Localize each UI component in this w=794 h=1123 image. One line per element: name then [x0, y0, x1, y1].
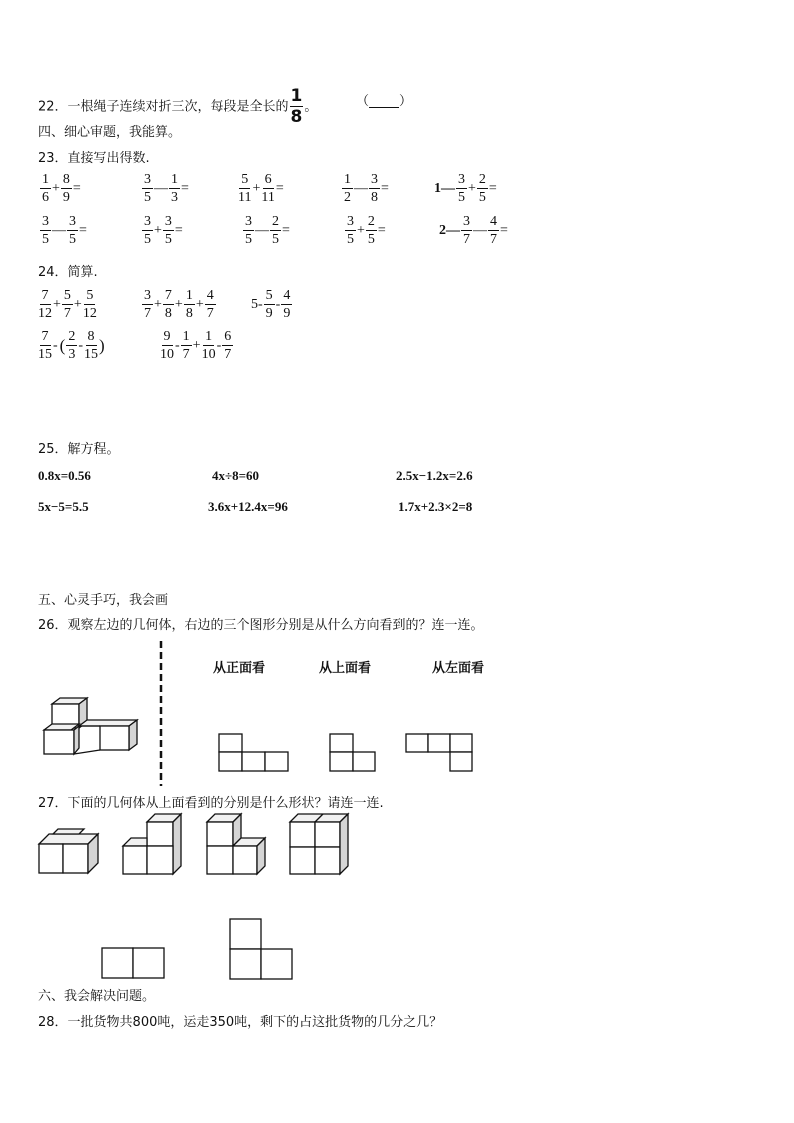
section-5-heading: 五、心灵手巧，我会画	[38, 593, 169, 608]
q27-top-view-2[interactable]	[228, 917, 294, 981]
fraction: $\frac{4}{7}$	[490, 214, 497, 247]
fraction: $\frac{1}{10}$	[201, 329, 216, 362]
fraction: $\frac{5}{12}$	[82, 288, 97, 321]
fraction: $\frac{3}{5}$	[245, 214, 252, 247]
q27-solid-1[interactable]	[36, 828, 102, 876]
q23-r2-e3: $\frac{3}{5}$ — $\frac{2}{5}$ =	[245, 214, 290, 247]
q26-label-left: 从左面看	[432, 661, 485, 676]
fraction: $\frac{2}{5}$	[272, 214, 279, 247]
q26-view-shape-1[interactable]	[218, 733, 290, 773]
q25-title: 25．解方程。	[38, 442, 120, 457]
fraction: $\frac{6}{7}$	[224, 329, 232, 362]
fraction: $\frac{3}{5}$	[144, 214, 151, 247]
q27-top-view-1[interactable]	[100, 946, 166, 980]
fraction: $\frac{3}{5}$	[42, 214, 49, 247]
fraction: $\frac{1}{8}$	[185, 288, 193, 321]
q25-eq-6: 1.7x+2.3×2=8	[398, 499, 473, 514]
fraction: $\frac{2}{5}$	[367, 214, 375, 247]
fraction: $\frac{3}{5}$	[69, 214, 76, 247]
q23-r1-e4: $\frac{1}{2}$ — $\frac{3}{8}$ =	[344, 172, 389, 205]
fraction: $\frac{5}{7}$	[63, 288, 71, 321]
q25-eq-5: 3.6x+12.4x=96	[208, 499, 288, 514]
section-6-heading: 六、我会解决问题。	[38, 989, 156, 1004]
fraction: $\frac{5}{11}$	[238, 172, 252, 205]
q26-view-shape-2[interactable]	[329, 733, 377, 773]
q27-solid-2[interactable]	[121, 812, 185, 876]
q26-view-shape-3[interactable]	[405, 733, 475, 773]
section-4-heading: 四、细心审题，我能算。	[38, 125, 182, 140]
fraction: $\frac{3}{5}$	[458, 172, 465, 205]
q25-eq-4: 5x−5=5.5	[38, 499, 89, 514]
fraction: $\frac{3}{5}$	[347, 214, 354, 247]
fraction: $\frac{2}{5}$	[478, 172, 486, 205]
fraction: $\frac{3}{8}$	[371, 172, 378, 205]
q24-e4: $\frac{7}{15}$ - ( $\frac{2}{3}$ - $\frac{8}{15}$ )	[38, 329, 105, 362]
q27-solid-3[interactable]	[205, 812, 269, 876]
fraction: $\frac{3}{7}$	[144, 288, 151, 321]
q27-title: 27．下面的几何体从上面看到的分别是什么形状？请连一连.	[38, 796, 384, 811]
fraction: $\frac{5}{9}$	[265, 288, 273, 321]
fraction: $\frac{8}{9}$	[62, 172, 70, 205]
fraction: $\frac{7}{15}$	[38, 329, 52, 362]
q25-eq-2: 4x÷8=60	[212, 468, 260, 483]
q25-eq-3: 2.5x−1.2x=2.6	[396, 468, 473, 483]
fraction: $\frac{9}{10}$	[160, 329, 174, 362]
q23-r1-e2: $\frac{3}{5}$ — $\frac{1}{3}$ =	[144, 172, 189, 205]
q23-r1-e3: $\frac{5}{11}$ + $\frac{6}{11}$ =	[238, 172, 284, 205]
q26-label-front: 从正面看	[213, 661, 266, 676]
q22-fraction: $\frac{1}{8}$	[290, 86, 303, 127]
q23-title: 23．直接写出得数.	[38, 151, 150, 166]
q23-r1-e5: 1— $\frac{3}{5}$ + $\frac{2}{5}$ =	[434, 172, 497, 205]
fraction: $\frac{3}{7}$	[463, 214, 470, 247]
q22-line: 22．一根绳子连续对折三次，每段是全长的 $\frac{1}{8}$ 。	[38, 86, 318, 127]
fraction: $\frac{4}{9}$	[283, 288, 291, 321]
q25-eq-1: 0.8x=0.56	[38, 468, 91, 483]
q26-title: 26．观察左边的几何体，右边的三个图形分别是从什么方向看到的？连一连。	[38, 618, 484, 633]
fraction: $\frac{3}{5}$	[164, 214, 172, 247]
q28-text: 28．一批货物共800吨，运走350吨，剩下的占这批货物的几分之几？	[38, 1015, 443, 1030]
q24-title: 24．简算.	[38, 265, 98, 280]
fraction: $\frac{1}{2}$	[344, 172, 351, 205]
dashed-divider	[158, 641, 164, 786]
fraction: $\frac{2}{3}$	[68, 329, 76, 362]
q26-label-top: 从上面看	[319, 661, 372, 676]
fraction: $\frac{8}{15}$	[84, 329, 99, 362]
fraction: $\frac{6}{11}$	[261, 172, 275, 205]
q22-answer-blank[interactable]: （ ）	[356, 94, 413, 109]
fraction: $\frac{7}{12}$	[38, 288, 52, 321]
q23-r2-e5: 2— $\frac{3}{7}$ — $\frac{4}{7}$ =	[439, 214, 508, 247]
q23-r2-e4: $\frac{3}{5}$ + $\frac{2}{5}$ =	[347, 214, 386, 247]
fraction: $\frac{3}{5}$	[144, 172, 151, 205]
q23-r2-e1: $\frac{3}{5}$ — $\frac{3}{5}$ =	[42, 214, 87, 247]
q24-e1: $\frac{7}{12}$ + $\frac{5}{7}$ + $\frac{5}{12}$	[38, 288, 97, 321]
q24-e3: 5- $\frac{5}{9}$ - $\frac{4}{9}$	[251, 288, 291, 321]
fraction: $\frac{7}{8}$	[164, 288, 172, 321]
q24-e5: $\frac{9}{10}$ - $\frac{1}{7}$ + $\frac{1}{10}$ - $\frac{6}{7}$	[160, 329, 232, 362]
fraction: $\frac{1}{3}$	[171, 172, 178, 205]
q22-text: 22．一根绳子连续对折三次，每段是全长的	[38, 99, 289, 115]
q27-solid-4[interactable]	[288, 812, 352, 876]
q23-r2-e2: $\frac{3}{5}$ + $\frac{3}{5}$ =	[144, 214, 183, 247]
fraction: $\frac{4}{7}$	[206, 288, 214, 321]
q26-cube-solid	[38, 690, 148, 760]
q23-r1-e1: $\frac{1}{6}$ + $\frac{8}{9}$ =	[42, 172, 81, 205]
fraction: $\frac{1}{7}$	[182, 329, 190, 362]
fraction: $\frac{1}{6}$	[42, 172, 49, 205]
q24-e2: $\frac{3}{7}$ + $\frac{7}{8}$ + $\frac{1}{8}$ + $\frac{4}{7}$	[144, 288, 214, 321]
